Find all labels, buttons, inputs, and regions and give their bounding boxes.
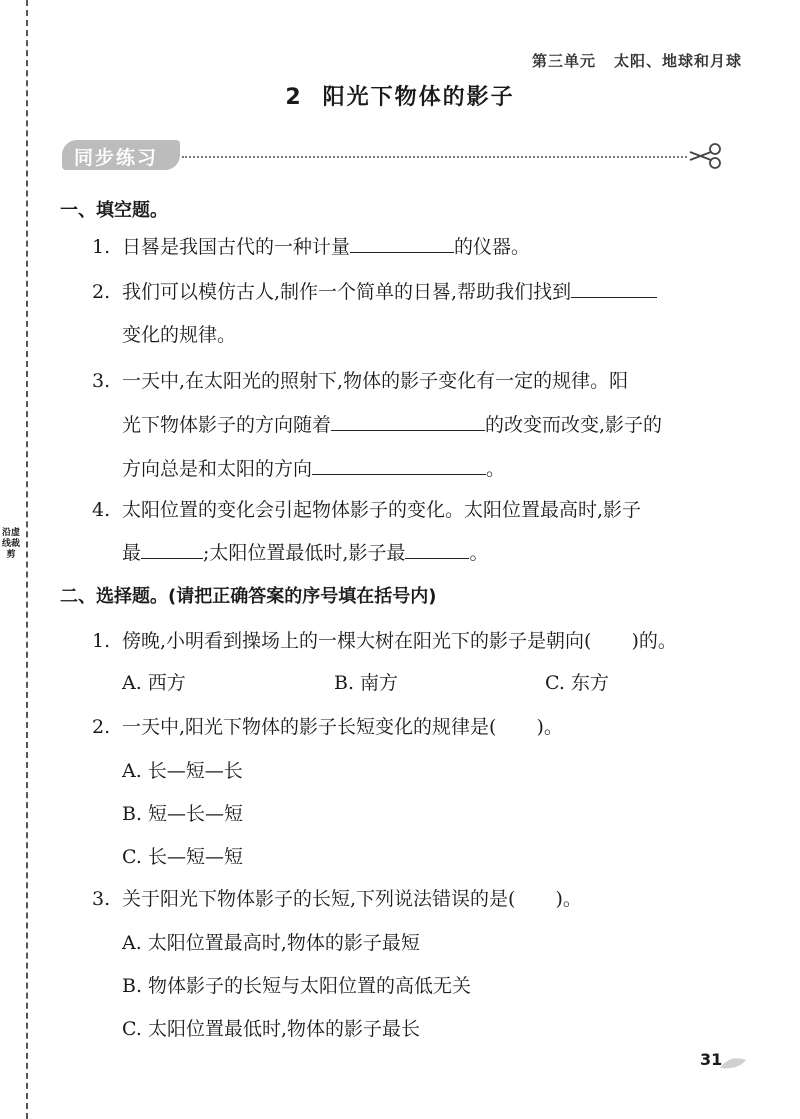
scissors-icon [688,142,724,170]
question-number: 2. [92,281,111,303]
lesson-title-text: 阳光下物体的影子 [322,85,515,110]
section-banner: 同步练习 [74,147,159,169]
question-text: 我们可以模仿古人,制作一个简单的日晷,帮助我们找到 [122,281,572,303]
choice-question-1 [92,626,677,653]
question-text: 一天中,阳光下物体的影子长短变化的规律是( [122,716,497,738]
question-text: )。 [555,888,582,910]
unit-header [532,50,742,71]
option-a[interactable]: A. 长—短—长 [122,760,243,782]
lesson-title [0,80,800,111]
part1-heading: 一、填空题。 [60,200,168,221]
question-text: 方向总是和太阳的方向 [122,458,313,480]
unit-title: 太阳、地球和月球 [613,52,742,70]
unit-name: 第三单元 [531,52,596,70]
fill-question-2 [92,277,657,304]
question-number: 1. [92,630,111,652]
option-b[interactable]: B. 物体影子的长短与太阳位置的高低无关 [122,975,472,997]
question-number: 3. [92,370,111,392]
option-a[interactable]: A. 太阳位置最高时,物体的影子最短 [122,932,420,954]
question-text: 一天中,在太阳光的照射下,物体的影子变化有一定的规律。阳 [122,370,629,392]
option-c[interactable]: C. 东方 [545,672,609,694]
cut-dashed-line [26,0,28,1119]
fill-question-3 [92,366,628,393]
option-c[interactable]: C. 长—短—短 [122,846,243,868]
question-text: 的仪器。 [454,236,531,258]
page-number: 31 [700,1050,723,1069]
question-number: 1. [92,236,111,258]
fill-question-4 [92,495,641,522]
question-text: 太阳位置的变化会引起物体影子的变化。太阳位置最高时,影子 [122,499,642,521]
question-text: 最 [122,542,142,564]
option-a[interactable]: A. 西方 [122,672,186,694]
choice-question-3 [92,884,582,911]
lesson-number: 2 [285,85,303,110]
choice-question-2 [92,712,563,739]
question-number: 4. [92,499,111,521]
option-c[interactable]: C. 太阳位置最低时,物体的影子最长 [122,1018,420,1040]
question-text: )的。 [631,630,677,652]
question-text: )。 [536,716,563,738]
answer-blank[interactable] [405,540,469,559]
answer-blank[interactable] [350,234,454,253]
option-b[interactable]: B. 短—长—短 [122,803,244,825]
cut-label: 沿虚线裁剪 [2,528,21,560]
question-text: 光下物体影子的方向随着 [122,414,332,436]
answer-blank[interactable] [141,540,203,559]
option-b[interactable]: B. 南方 [334,672,399,694]
question-text: ;太阳位置最低时,影子最 [203,542,406,564]
fill-question-3-line3 [122,454,505,481]
fill-question-2-cont: 变化的规律。 [122,324,237,346]
dotted-cut-line [182,156,687,158]
question-text: 傍晚,小明看到操场上的一棵大树在阳光下的影子是朝向( [122,630,592,652]
part2-heading: 二、选择题。(请把正确答案的序号填在括号内) [60,586,437,607]
answer-blank[interactable] [312,456,486,475]
question-text: 。 [469,542,489,564]
answer-blank[interactable] [331,412,485,431]
question-number: 3. [92,888,111,910]
question-number: 2. [92,716,111,738]
fill-question-4-line2 [122,538,488,565]
question-text: 。 [486,458,506,480]
fill-question-3-line2 [122,410,662,437]
question-text: 的改变而改变,影子的 [485,414,663,436]
question-text: 关于阳光下物体影子的长短,下列说法错误的是( [122,888,516,910]
fill-question-1 [92,232,530,259]
question-text: 日晷是我国古代的一种计量 [122,236,351,258]
answer-blank[interactable] [571,279,657,298]
